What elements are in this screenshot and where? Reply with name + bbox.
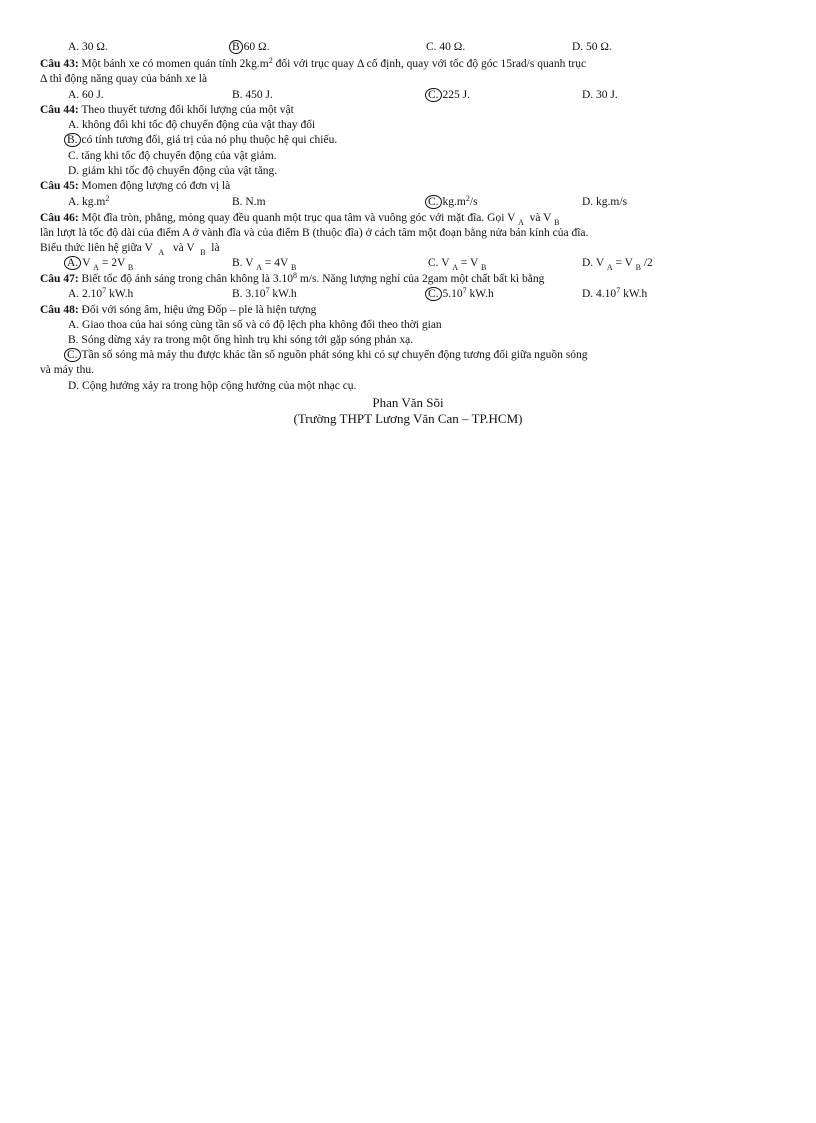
q44-option-d: D. giảm khi tốc độ chuyển động của vật tăng. bbox=[68, 165, 278, 177]
q43-option-d: D. 30 J. bbox=[582, 89, 618, 101]
q44-option-c: C. tăng khi tốc độ chuyển động của vật giảm. bbox=[68, 150, 277, 162]
q48-stem: Câu 48: Đối với sóng âm, hiệu ứng Đốp – ple là hiện tượng bbox=[40, 304, 317, 316]
author-school: (Trường THPT Lương Văn Can – TP.HCM) bbox=[293, 411, 523, 426]
q48-option-c: C. Tần số sóng mà máy thu được khác tần số nguồn phát sóng khi có sự chuyển động tương đối giữa nguồn sóng bbox=[64, 348, 588, 363]
q45-option-b: B. N.m bbox=[232, 196, 266, 208]
author-name: Phan Văn Sõi bbox=[372, 395, 444, 410]
q47-option-d: D. 4.10$^7$ kW.h bbox=[582, 286, 648, 300]
q45-stem: Câu 45: Momen động lượng có đơn vị là bbox=[40, 180, 231, 192]
q46-option-a: A. V $_A$ = 2V $_B$ bbox=[64, 256, 133, 271]
q43-option-c: C. 225 J. bbox=[425, 88, 470, 103]
answer-circle: B bbox=[229, 40, 243, 54]
q47-option-a: A. 2.10$^7$ kW.h bbox=[68, 286, 134, 300]
q44-option-b: B. có tính tương đối, giá trị của nó phụ thuộc hệ qui chiếu. bbox=[64, 133, 337, 148]
q43-option-a: A. 60 J. bbox=[68, 89, 104, 101]
q45-option-d: D. kg.m/s bbox=[582, 196, 628, 208]
q46-option-c: C. V $_A$ = V $_B$ bbox=[428, 257, 487, 272]
answer-circle: C. bbox=[64, 348, 81, 362]
q47-option-b: B. 3.10$^7$ kW.h bbox=[232, 286, 297, 300]
q48-option-d: D. Cộng hưởng xảy ra trong hộp cộng hưởng của một nhạc cụ. bbox=[68, 380, 357, 392]
q46-stem-line1: Câu 46: Một đĩa tròn, phẳng, mỏng quay đều quanh một trục qua tâm và vuông góc với mặt đĩa. Gọi V $_A$ và V $_B$ bbox=[40, 212, 560, 227]
q43-stem-line1: Câu 43: Một bánh xe có momen quán tính $2kg.m^2$ đối với trục quay Δ cố định, quay với tốc độ góc 15rad/s quanh trục bbox=[40, 56, 587, 70]
q48-option-b: B. Sóng dừng xảy ra trong một ống hình trụ khi sóng tới gặp sóng phản xạ. bbox=[68, 334, 414, 346]
q43-stem-line2: Δ thì động năng quay của bánh xe là bbox=[40, 73, 208, 85]
q42-option-c: C. 40 Ω. bbox=[426, 41, 466, 53]
q45-option-c: C. $kg.m^2/s$ bbox=[425, 195, 478, 210]
q48-option-c-cont: và máy thu. bbox=[40, 364, 94, 376]
answer-circle: C. bbox=[425, 88, 442, 102]
q45-option-a: A. $kg.m^2$ bbox=[68, 194, 110, 208]
q44-stem: Câu 44: Theo thuyết tương đối khối lượng của một vật bbox=[40, 104, 294, 116]
q47-option-c: C. 5.10$^7$ kW.h bbox=[425, 287, 494, 302]
answer-circle: C. bbox=[425, 195, 442, 209]
q42-option-a: A. 30 Ω. bbox=[68, 41, 108, 53]
q42-option-b: B 60 Ω. bbox=[229, 40, 269, 55]
q46-stem-line2: lần lượt là tốc độ dài của điểm A ở vành đĩa và của điểm B (thuộc đĩa) ở cách tâm một đoạn bằng nửa bán kính của đĩa. bbox=[40, 227, 589, 239]
q46-option-b: B. V $_A$ = 4V $_B$ bbox=[232, 257, 297, 272]
q48-option-a: A. Giao thoa của hai sóng cùng tần số và có độ lệch pha không đổi theo thời gian bbox=[68, 319, 442, 331]
answer-circle: A. bbox=[64, 256, 81, 270]
q46-option-d: D. V $_A$ = V $_B$ /2 bbox=[582, 257, 653, 272]
q43-option-b: B. 450 J. bbox=[232, 89, 273, 101]
q46-stem-line3: Biểu thức liên hệ giữa V $_A$ và V $_B$ là bbox=[40, 242, 220, 257]
answer-circle: B. bbox=[64, 133, 81, 147]
q42-option-d: D. 50 Ω. bbox=[572, 41, 612, 53]
q44-option-a: A. không đổi khi tốc độ chuyển động của vật thay đổi bbox=[68, 119, 316, 131]
q47-stem: Câu 47: Biết tốc độ ánh sáng trong chân không là 3.10$^8$ m/s. Năng lượng nghỉ của 2gam một chất bất kì bằng bbox=[40, 271, 545, 285]
answer-circle: C. bbox=[425, 287, 442, 301]
